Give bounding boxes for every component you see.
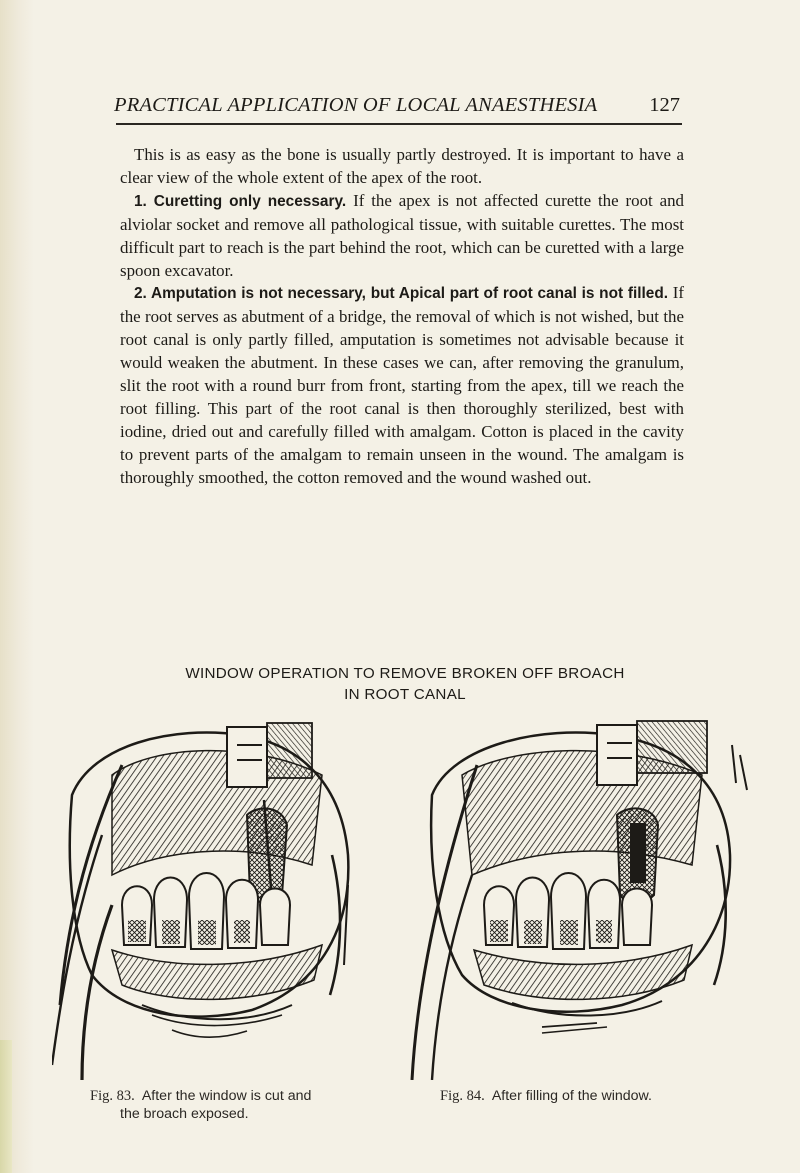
item-1-paragraph [120, 190, 684, 283]
section-heading-line-2: IN ROOT CANAL [344, 686, 466, 703]
figure-84-caption-line-1: After filling of the window. [491, 1088, 652, 1104]
item-2-paragraph [120, 282, 684, 489]
running-head-title: PRACTICAL APPLICATION OF LOCAL ANAESTHESIA [114, 94, 598, 116]
item-2-heading: 2. Amputation is not necessary, but Apical part of root canal is not filled. [134, 285, 669, 303]
section-heading-line-1: WINDOW OPERATION TO REMOVE BROKEN OFF BROACH [185, 665, 625, 682]
running-head [114, 94, 684, 126]
figure-83-illustration [52, 705, 362, 1080]
figure-84-label: Fig. 84. [440, 1088, 485, 1104]
item-1-text: If the apex is not affected curette the root and alviolar socket and remove all pathological tissue, with suitable curettes. The most difficult part to reach is the part behind the root, which can be curetted with a large spoon excavator. [120, 190, 685, 280]
book-spine-shadow [0, 0, 34, 1173]
figure-83-caption-line-1: After the window is cut and [141, 1088, 312, 1104]
figure-83-caption-line-2: the broach exposed. [120, 1106, 249, 1122]
figure-84-illustration [392, 705, 752, 1080]
page-number: 127 [649, 94, 680, 116]
figure-84-caption [440, 1087, 760, 1105]
figure-83-caption [90, 1087, 380, 1123]
dental-window-cut-drawing [52, 705, 362, 1080]
header-rule [116, 123, 682, 125]
item-2-text: If the root serves as abutment of a bridge, the removal of which is not wished, but the root canal is only partly filled, amputation is sometimes not advisable because it would weaken the abutment. In these cases we can, after removing the granulum, slit the root with a round burr from front, starting from the apex, till we reach the root filling. This part of the root canal is then thoroughly sterilized, best with iodine, dried out and carefully filled with amalgam. Cotton is placed in the cavity to prevent parts of the amalgam to remain unseen in the wound. The amalgam is thoroughly smoothed, the cotton removed and the wound washed out. [120, 283, 684, 487]
dental-window-filled-drawing [392, 705, 752, 1080]
section-heading [110, 663, 700, 705]
body-text [120, 144, 684, 490]
page-edge-mark [0, 1040, 12, 1173]
item-1-heading: 1. Curetting only necessary. [134, 192, 347, 210]
figure-83-label: Fig. 83. [90, 1088, 135, 1104]
intro-paragraph: This is as easy as the bone is usually partly destroyed. It is important to have a clear view of the whole extent of the apex of the root. [120, 145, 684, 187]
